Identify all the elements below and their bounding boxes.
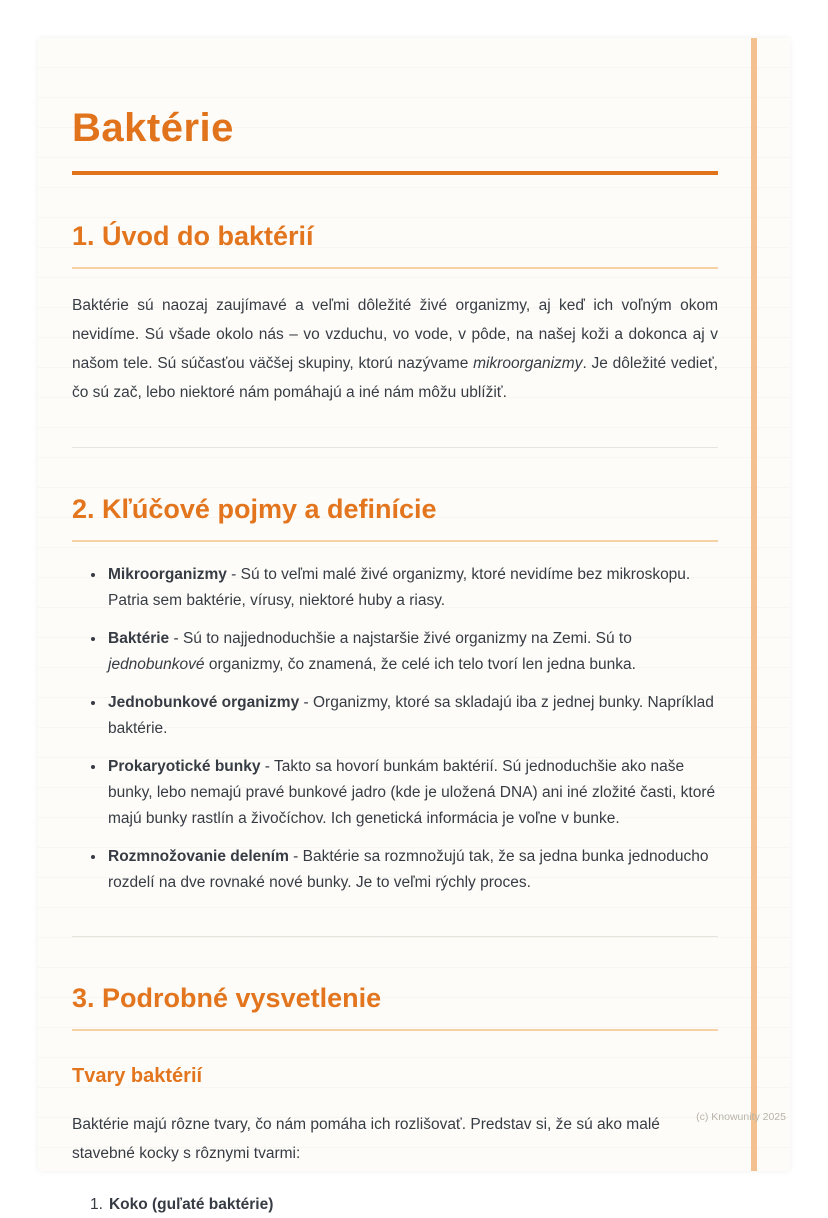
list-item bbox=[106, 690, 718, 742]
term-definition-before: - Sú to najjednoduchšie a najstaršie živé organizmy na Zemi. Sú to bbox=[169, 630, 632, 647]
list-item-term: Koko (guľaté baktérie) bbox=[108, 1196, 274, 1213]
term-label: Baktérie bbox=[108, 630, 170, 647]
term-label: Prokaryotické bunky bbox=[108, 758, 261, 775]
list-item bbox=[106, 754, 718, 832]
intro-paragraph bbox=[72, 291, 718, 407]
intro-italic-term: mikroorganizmy bbox=[473, 355, 583, 372]
section-heading-key-terms: 2. Kľúčové pojmy a definície bbox=[72, 494, 718, 542]
term-definition: - Sú to veľmi malé živé organizmy, ktoré nevidíme bez mikroskopu. Patria sem baktérie, vírusy, niektoré huby a riasy. bbox=[108, 566, 691, 609]
section-divider bbox=[72, 447, 718, 448]
term-label: Mikroorganizmy bbox=[108, 566, 227, 583]
term-definition: - Takto sa hovorí bunkám baktérií. Sú jednoduchšie ako naše bunky, lebo nemajú pravé bunkové jadro (kde je uložená DNA) ani iné zložité časti, ktoré majú bunky rastlín a živočíchov. Ich genetická informácia je voľne v bunke. bbox=[108, 758, 716, 827]
list-item bbox=[106, 844, 718, 896]
term-definition-after: organizmy, čo znamená, že celé ich telo tvorí len jedna bunka. bbox=[204, 656, 636, 673]
section-heading-intro: 1. Úvod do baktérií bbox=[72, 221, 718, 269]
intro-text-after: . Je dôležité vedieť, čo sú zač, lebo niektoré nám pomáhajú a iné nám môžu ublížiť. bbox=[72, 355, 718, 401]
section-heading-explanation: 3. Podrobné vysvetlenie bbox=[72, 983, 718, 1031]
term-definition: - Baktérie sa rozmnožujú tak, že sa jedna bunka jednoducho rozdelí na dve rovnaké nové bunky. Je to veľmi rýchly proces. bbox=[108, 848, 709, 891]
list-item bbox=[106, 626, 718, 678]
list-item bbox=[106, 562, 718, 614]
key-terms-list bbox=[72, 562, 718, 896]
intro-text-before: Baktérie sú naozaj zaujímavé a veľmi dôležité živé organizmy, aj keď ich voľným okom nevidíme. Sú všade okolo nás – vo vzduchu, vo vode, v pôde, na našej koži a dokonca aj v našom tele. Sú súčasťou väčšej skupiny, ktorú nazývame bbox=[72, 297, 718, 372]
term-definition-italic: jednobunkové bbox=[108, 656, 205, 673]
document-page bbox=[38, 38, 790, 1213]
term-label: Rozmnožovanie delením bbox=[108, 848, 289, 865]
shapes-list bbox=[72, 1192, 718, 1218]
page-title: Baktérie bbox=[72, 106, 234, 150]
title-rule bbox=[72, 171, 718, 175]
term-label: Jednobunkové organizmy bbox=[108, 694, 300, 711]
list-item bbox=[90, 1192, 718, 1218]
shapes-paragraph: Baktérie majú rôzne tvary, čo nám pomáha ich rozlišovať. Predstav si, že sú ako malé stavebné kocky s rôznymi tvarmi: bbox=[72, 1116, 660, 1162]
list-item-number: 1. bbox=[90, 1196, 103, 1213]
watermark: (c) Knowunity 2025 bbox=[696, 1111, 786, 1123]
page-edge-stripe bbox=[751, 38, 757, 1171]
sub-heading-shapes: Tvary baktérií bbox=[72, 1065, 203, 1087]
section-divider bbox=[72, 936, 718, 937]
term-definition: - Organizmy, ktoré sa skladajú iba z jednej bunky. Napríklad baktérie. bbox=[108, 694, 714, 737]
